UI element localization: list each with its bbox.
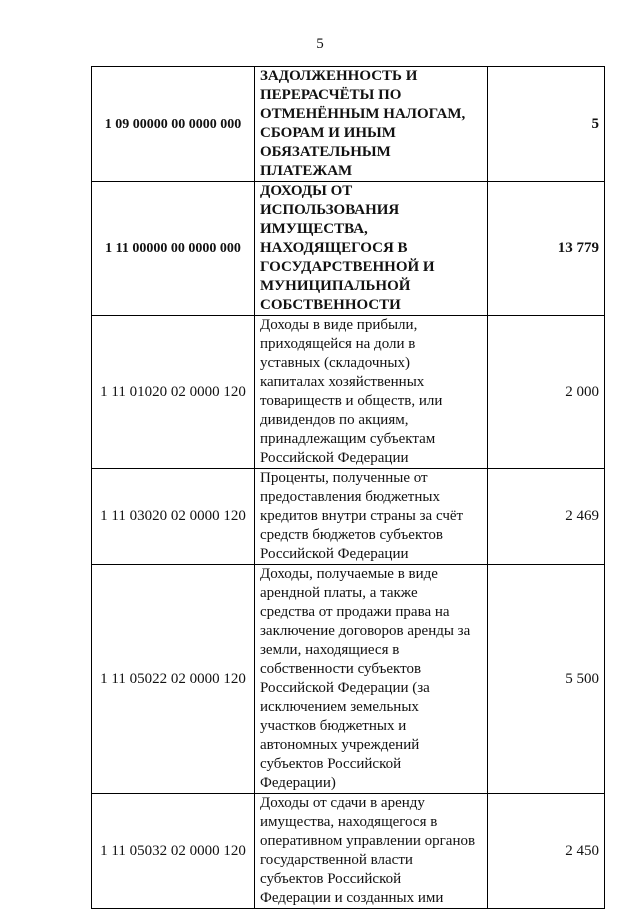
- amount-cell: 13 779: [488, 182, 605, 316]
- budget-code-cell: 1 11 05022 02 0000 120: [92, 565, 255, 794]
- revenue-name-text: ДОХОДЫ ОТ ИСПОЛЬЗОВАНИЯ ИМУЩЕСТВА, НАХОДЯЩЕГОСЯ В ГОСУДАРСТВЕННОЙ И МУНИЦИПАЛЬНОЙ СОБСТВЕННОСТИ: [260, 183, 435, 313]
- revenue-name-text: Доходы от сдачи в аренду имущества, находящегося в оперативном управлении органов государственной власти субъектов Российской Федерации и созданных ими: [260, 795, 476, 906]
- revenue-name-cell: [255, 469, 488, 565]
- table-row: [92, 182, 605, 316]
- table-row: [92, 794, 605, 909]
- revenue-name-text: Доходы, получаемые в виде арендной платы, а также средства от продажи права на заключение договоров аренды за земли, находящиеся в собственности субъектов Российской Федерации (за исключением земельных участков бюджетных и автономных учреждений субъектов Российской Федерации): [260, 566, 471, 791]
- budget-code-cell: 1 11 01020 02 0000 120: [92, 316, 255, 469]
- revenue-table: [91, 66, 605, 909]
- revenue-name-cell: [255, 316, 488, 469]
- budget-code-cell: 1 11 05032 02 0000 120: [92, 794, 255, 909]
- amount-cell: 5: [488, 67, 605, 182]
- table-row: [92, 469, 605, 565]
- page-number: 5: [316, 36, 324, 52]
- budget-code-cell: 1 09 00000 00 0000 000: [92, 67, 255, 182]
- table-row: [92, 316, 605, 469]
- revenue-name-text: Проценты, полученные от предоставления бюджетных кредитов внутри страны за счёт средств бюджетов субъектов Российской Федерации: [260, 470, 464, 562]
- budget-code-cell: 1 11 03020 02 0000 120: [92, 469, 255, 565]
- revenue-name-text: Доходы в виде прибыли, приходящейся на доли в уставных (складочных) капиталах хозяйственных товариществ и обществ, или дивидендов по акциям, принадлежащим субъектам Российской Федерации: [260, 317, 443, 466]
- amount-cell: 5 500: [488, 565, 605, 794]
- table-row: [92, 67, 605, 182]
- revenue-name-cell: [255, 565, 488, 794]
- amount-cell: 2 469: [488, 469, 605, 565]
- budget-code-cell: 1 11 00000 00 0000 000: [92, 182, 255, 316]
- revenue-name-cell: [255, 182, 488, 316]
- revenue-name-cell: [255, 67, 488, 182]
- revenue-name-cell: [255, 794, 488, 909]
- amount-cell: 2 000: [488, 316, 605, 469]
- revenue-name-text: ЗАДОЛЖЕННОСТЬ И ПЕРЕРАСЧЁТЫ ПО ОТМЕНЁННЫМ НАЛОГАМ, СБОРАМ И ИНЫМ ОБЯЗАТЕЛЬНЫМ ПЛАТЕЖАМ: [260, 68, 466, 179]
- amount-cell: 2 450: [488, 794, 605, 909]
- table-row: [92, 565, 605, 794]
